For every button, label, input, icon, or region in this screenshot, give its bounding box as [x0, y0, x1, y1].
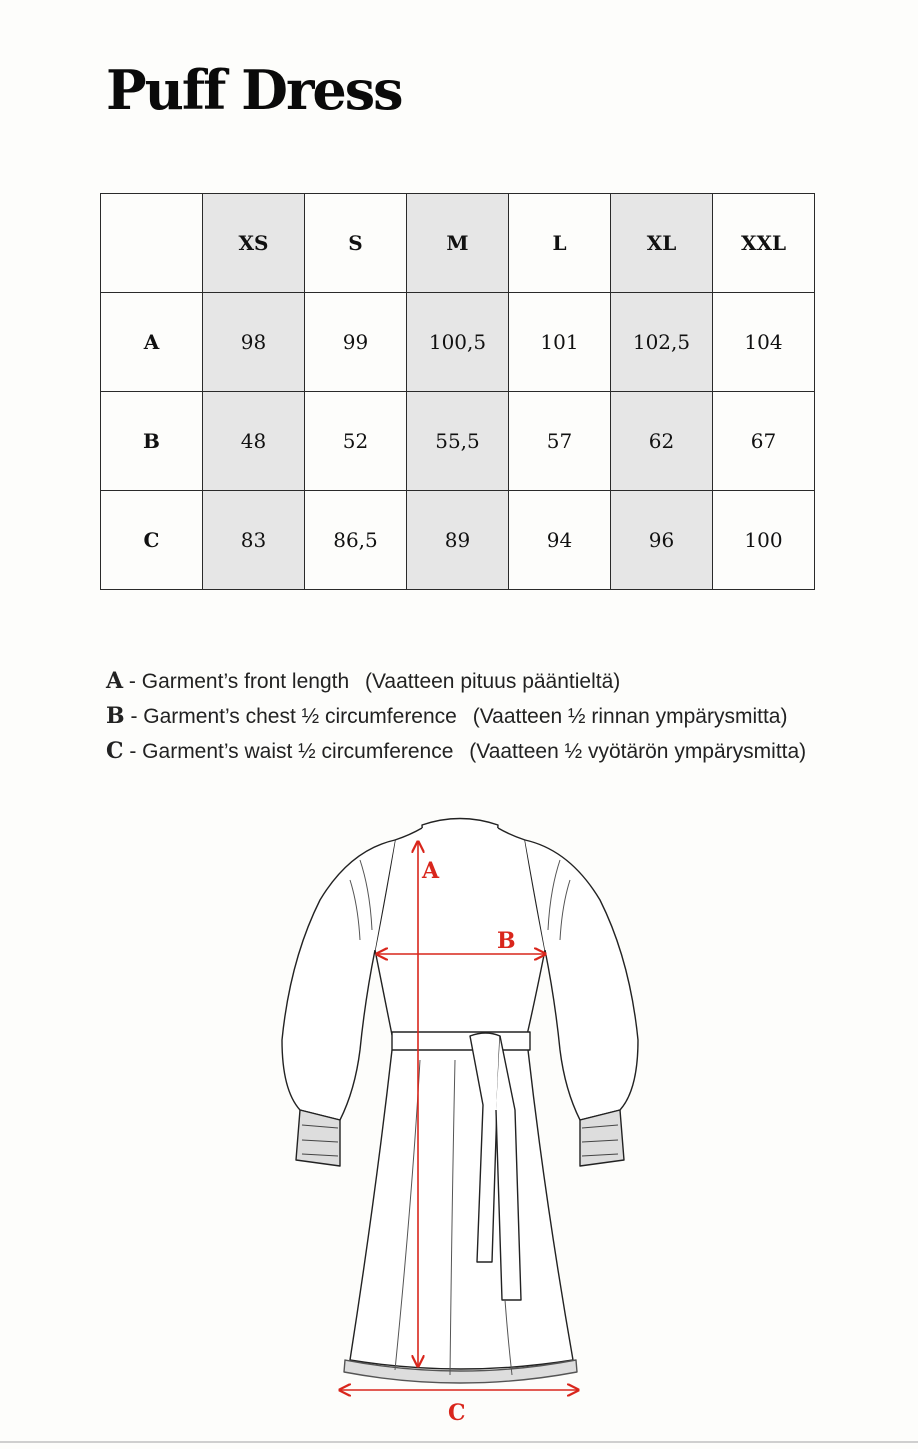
dress-outline: [282, 819, 638, 1384]
cell-a-xs: 98: [203, 293, 305, 392]
label-c: C: [448, 1400, 466, 1426]
page-title: Puff Dress: [106, 58, 402, 122]
cell-c-m: 89: [407, 491, 509, 590]
cell-b-xl: 62: [611, 392, 713, 491]
corner-cell: [101, 194, 203, 293]
size-header-m: M: [407, 194, 509, 293]
measure-row-a: [101, 293, 815, 392]
size-header-s: S: [305, 194, 407, 293]
cell-b-xxl: 67: [713, 392, 815, 491]
cell-a-xxl: 104: [713, 293, 815, 392]
size-header-row: [101, 194, 815, 293]
cell-c-xl: 96: [611, 491, 713, 590]
cell-c-l: 94: [509, 491, 611, 590]
cell-a-s: 99: [305, 293, 407, 392]
size-header-xs: XS: [203, 194, 305, 293]
size-header-xxl: XXL: [713, 194, 815, 293]
belt: [392, 1032, 530, 1050]
legend-text-a: - Garment’s front length: [128, 670, 350, 693]
legend-text-c: - Garment’s waist ½ circumference: [129, 740, 454, 763]
cell-a-l: 101: [509, 293, 611, 392]
cell-c-s: 86,5: [305, 491, 407, 590]
bodice: [375, 828, 545, 1035]
size-header-xl: XL: [611, 194, 713, 293]
label-a: A: [422, 858, 440, 884]
cell-b-xs: 48: [203, 392, 305, 491]
legend-key-a: A: [106, 668, 124, 694]
cell-c-xxl: 100: [713, 491, 815, 590]
label-b: B: [497, 928, 516, 954]
measure-row-b: [101, 392, 815, 491]
legend-key-b: B: [106, 703, 125, 729]
legend-key-c: C: [106, 738, 124, 764]
row-label-a: A: [101, 293, 203, 392]
legend-item-b: [106, 699, 806, 734]
row-label-b: B: [101, 392, 203, 491]
cell-b-s: 52: [305, 392, 407, 491]
legend-translation-b: (Vaatteen ½ rinnan ympärysmitta): [472, 705, 788, 728]
legend-item-c: [106, 734, 806, 769]
legend-item-a: [106, 664, 806, 699]
dress-diagram: [0, 790, 918, 1449]
cell-b-l: 57: [509, 392, 611, 491]
left-sleeve: [282, 840, 395, 1120]
right-sleeve: [525, 840, 638, 1120]
measurement-legend: [106, 664, 806, 769]
cell-c-xs: 83: [203, 491, 305, 590]
skirt: [350, 1050, 573, 1369]
bottom-divider: [0, 1441, 918, 1443]
legend-text-b: - Garment’s chest ½ circumference: [130, 705, 457, 728]
cell-b-m: 55,5: [407, 392, 509, 491]
row-label-c: C: [101, 491, 203, 590]
cell-a-m: 100,5: [407, 293, 509, 392]
legend-translation-c: (Vaatteen ½ vyötärön ympärysmitta): [469, 740, 807, 763]
size-chart-table: [100, 193, 815, 590]
size-header-l: L: [509, 194, 611, 293]
cell-a-xl: 102,5: [611, 293, 713, 392]
legend-translation-a: (Vaatteen pituus pääntieltä): [364, 670, 621, 693]
measure-row-c: [101, 491, 815, 590]
